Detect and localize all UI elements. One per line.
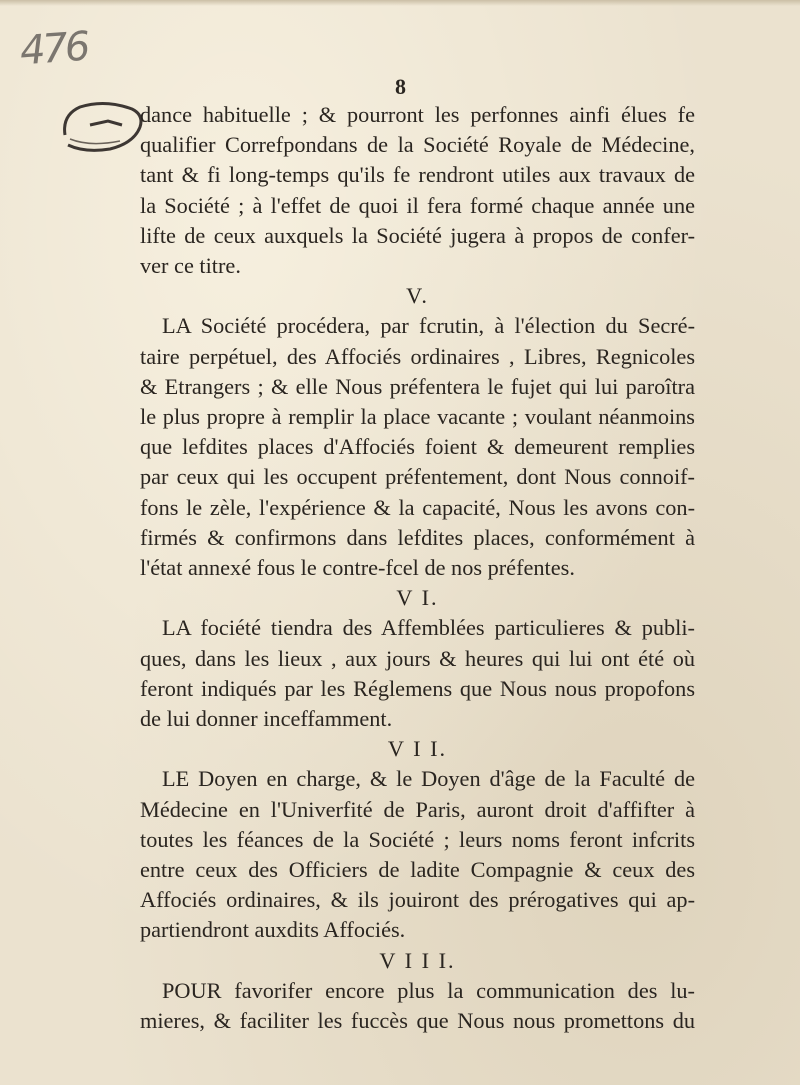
text-line: fons le zèle, l'expérience & la capacité, Nous les avons con- [140,494,695,520]
text-line: qualifier Correfpondans de la Société Royale de Médecine, [140,132,695,158]
text-line: ver ce titre. [140,253,241,279]
text-line: le plus propre à remplir la place vacante ; voulant néanmoins [140,404,695,430]
text-line: LA fociété tiendra des Affemblées particulieres & publi- [162,615,695,641]
text-line: que lefdites places d'Affociés foient & demeurent remplies [140,434,695,460]
text-line: taire perpétuel, des Affociés ordinaires , Libres, Regnicoles [140,343,695,369]
text-line: POUR favorifer encore plus la communication des lu- [162,977,695,1003]
section-continuation [140,100,695,281]
text-line: & Etrangers ; & elle Nous préfentera le fujet qui lui paroîtra [140,373,695,399]
text-line: toutes les féances de la Société ; leurs noms feront infcrits [140,826,695,852]
text-line: tant & fi long-temps qu'ils fe rendront utiles aux travaux de [140,162,695,188]
text-line: lifte de ceux auxquels la Société jugera à propos de confer- [140,222,695,248]
text-line: mieres, & faciliter les fuccès que Nous nous promettons du [140,1008,695,1034]
article-viii [140,946,695,1037]
manuscript-number: 476 [18,23,89,75]
text-line: Médecine en l'Univerfité de Paris, auront droit d'affifter à [140,796,695,822]
article-heading: V. [406,283,429,309]
article-heading: V I. [396,585,439,611]
article-v [140,281,695,583]
article-heading: V I I. [387,736,448,762]
text-line: de lui donner inceffamment. [140,706,393,732]
text-line: entre ceux des Officiers de ladite Compagnie & ceux des [140,857,695,883]
text-line: dance habituelle ; & pourront les perfonnes ainfi élues fe [140,102,695,127]
text-line: LE Doyen en charge, & le Doyen d'âge de la Faculté de [162,766,695,792]
text-line: LA Société procédera, par fcrutin, à l'élection du Secré- [162,313,695,339]
text-line: firmés & confirmons dans lefdites places, conformément à [140,524,695,550]
article-heading: V I I I. [379,947,456,973]
text-line: par ceux qui les occupent préfentement, dont Nous connoif- [140,464,695,490]
text-line: l'état annexé fous le contre-fcel de nos préfentes. [140,555,575,581]
text-line: partiendront auxdits Affociés. [140,917,406,943]
text-line: ques, dans les lieux , aux jours & heures qui lui ont été où [140,645,695,671]
text-line: la Société ; à l'effet de quoi il fera formé chaque année une [140,192,695,218]
text-line: Affociés ordinaires, & ils jouiront des prérogatives qui ap- [140,887,695,913]
article-vi [140,583,695,734]
page-number: 8 [395,74,406,99]
text-line: feront indiqués par les Réglemens que Nous nous propofons [140,675,695,701]
page-edge [0,0,800,6]
body-text [140,100,695,1036]
library-stamp-icon [60,95,145,155]
article-vii [140,734,695,945]
